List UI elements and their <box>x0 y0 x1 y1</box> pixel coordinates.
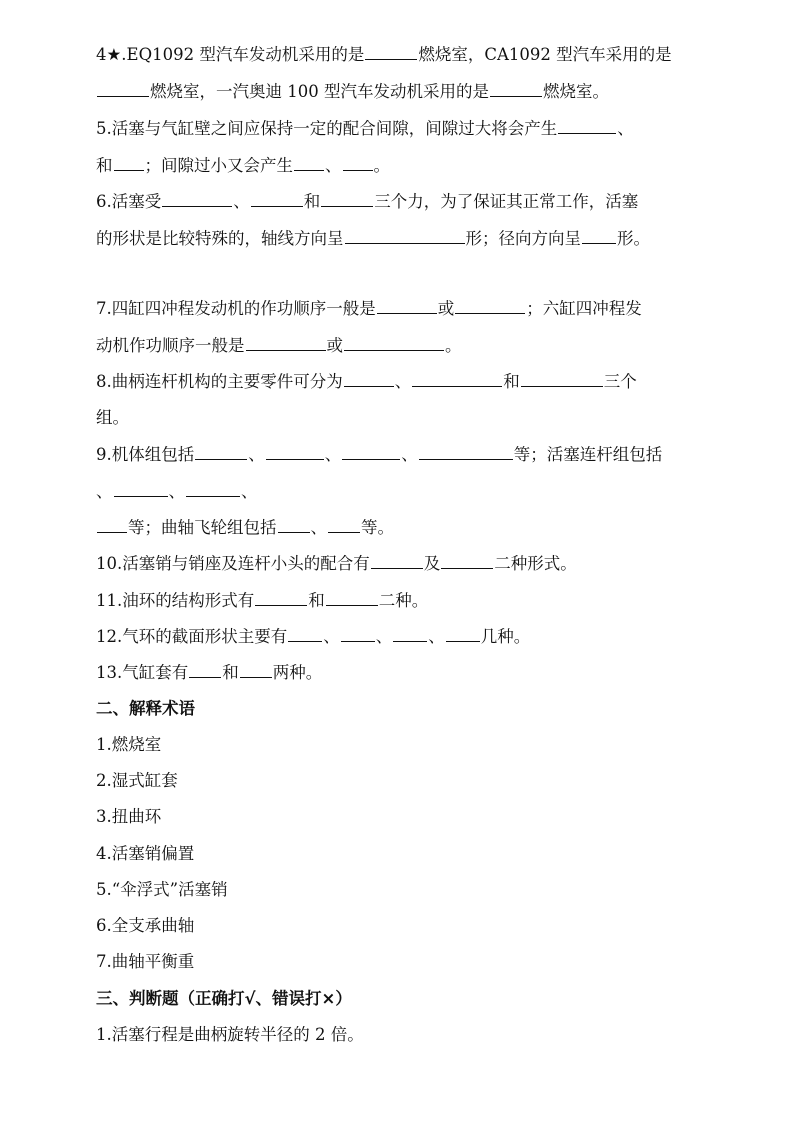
question-12-text: 12.气环的截面形状主要有 <box>96 627 288 646</box>
answer-blank[interactable] <box>377 297 437 314</box>
question-13-text: 两种。 <box>272 663 323 682</box>
question-5-text: 和 <box>96 156 113 175</box>
question-10-text: 及 <box>423 554 441 573</box>
question-9-line-1 <box>96 443 706 466</box>
answer-blank[interactable] <box>195 443 247 460</box>
question-6-text: 形。 <box>617 229 650 248</box>
question-9-text: 、 <box>401 445 418 464</box>
question-5-line-2 <box>96 154 706 177</box>
question-12-line <box>96 625 706 648</box>
question-9-text: 、 <box>96 482 113 501</box>
question-6-text: 的形状是比较特殊的，轴线方向呈 <box>96 229 344 248</box>
question-7-text: 7.四缸四冲程发动机的作功顺序一般是 <box>96 299 376 318</box>
question-4-text: 燃烧室，CA1092 型汽车采用的是 <box>418 45 672 64</box>
term-item: 4.活塞销偏置 <box>96 844 195 863</box>
answer-blank[interactable] <box>521 370 603 387</box>
answer-blank[interactable] <box>341 625 375 642</box>
answer-blank[interactable] <box>446 625 480 642</box>
answer-blank[interactable] <box>343 154 373 171</box>
question-4-text: 燃烧室。 <box>542 82 609 101</box>
answer-blank[interactable] <box>344 370 394 387</box>
answer-blank[interactable] <box>490 80 542 97</box>
answer-blank[interactable] <box>345 227 465 244</box>
question-6-text: 、 <box>233 192 250 211</box>
answer-blank[interactable] <box>328 516 360 533</box>
answer-blank[interactable] <box>266 443 324 460</box>
question-13-text: 和 <box>222 663 239 682</box>
question-11-text: 11.油环的结构形式有 <box>96 591 255 610</box>
question-8-text: 三个 <box>603 372 637 391</box>
question-12-text: 几种。 <box>480 627 531 646</box>
question-9-text: 9.机体组包括 <box>96 445 195 464</box>
answer-blank[interactable] <box>97 80 149 97</box>
answer-blank[interactable] <box>326 589 378 606</box>
answer-blank[interactable] <box>246 334 326 351</box>
question-9-text: 、 <box>310 518 327 537</box>
answer-blank[interactable] <box>393 625 427 642</box>
question-9-text: 、 <box>324 445 342 464</box>
question-7-line-2 <box>96 334 706 357</box>
question-9-text: 等。 <box>361 518 394 537</box>
term-item: 5.“伞浮式”活塞销 <box>96 880 228 899</box>
question-13-text: 13.气缸套有 <box>96 663 189 682</box>
question-7-text: 动机作功顺序一般是 <box>96 336 245 355</box>
question-11-text: 和 <box>308 591 325 610</box>
question-9-text: 、 <box>168 482 185 501</box>
question-4-line-1 <box>96 43 706 66</box>
answer-blank[interactable] <box>186 480 240 497</box>
question-7-line-1 <box>96 297 706 320</box>
question-7-text: ；六缸四冲程发 <box>526 299 642 318</box>
question-10-text: 10.活塞销与销座及连杆小头的配合有 <box>96 554 370 573</box>
question-8-line-1 <box>96 370 706 393</box>
section-2-heading: 二、解释术语 <box>96 699 195 718</box>
answer-blank[interactable] <box>342 443 400 460</box>
question-5-text: 5.活塞与气缸壁之间应保持一定的配合间隙，间隙过大将会产生 <box>96 119 558 138</box>
question-9-text: 、 <box>248 445 265 464</box>
answer-blank[interactable] <box>251 190 303 207</box>
answer-blank[interactable] <box>114 480 168 497</box>
question-6-line-2 <box>96 227 706 250</box>
question-7-text: 。 <box>445 336 462 355</box>
question-5-line-1 <box>96 117 706 140</box>
term-item: 1.燃烧室 <box>96 735 162 754</box>
answer-blank[interactable] <box>294 154 324 171</box>
question-6-text: 三个力，为了保证其正常工作，活塞 <box>374 192 639 211</box>
answer-blank[interactable] <box>288 625 322 642</box>
answer-blank[interactable] <box>412 370 502 387</box>
question-12-text: 、 <box>375 627 393 646</box>
question-10-text: 二种形式。 <box>494 554 577 573</box>
question-11-text: 二种。 <box>378 591 429 610</box>
answer-blank[interactable] <box>419 443 513 460</box>
question-6-line-1 <box>96 190 706 213</box>
question-6-text: 6.活塞受 <box>96 192 162 211</box>
question-4-text: 4★.EQ1092 型汽车发动机采用的是 <box>96 45 365 64</box>
question-9-line-3 <box>96 516 706 539</box>
question-10-line <box>96 552 706 575</box>
answer-blank[interactable] <box>114 154 144 171</box>
judgment-item: 1.活塞行程是曲柄旋转半径的 2 倍。 <box>96 1025 364 1044</box>
question-6-text: 和 <box>303 192 321 211</box>
answer-blank[interactable] <box>455 297 525 314</box>
question-9-text: 等；活塞连杆组包括 <box>513 445 663 464</box>
answer-blank[interactable] <box>371 552 423 569</box>
question-12-text: 、 <box>323 627 340 646</box>
question-8-text: 和 <box>503 372 520 391</box>
question-8-text: 8.曲柄连杆机构的主要零件可分为 <box>96 372 343 391</box>
answer-blank[interactable] <box>344 334 444 351</box>
question-12-text: 、 <box>428 627 445 646</box>
question-8-text: 、 <box>394 372 412 391</box>
section-3-heading: 三、判断题（正确打√、错误打×） <box>96 989 352 1008</box>
answer-blank[interactable] <box>189 661 221 678</box>
answer-blank[interactable] <box>162 190 232 207</box>
question-13-line <box>96 661 706 684</box>
answer-blank[interactable] <box>558 117 616 134</box>
answer-blank[interactable] <box>278 516 310 533</box>
question-4-line-2 <box>96 80 706 103</box>
question-5-text: ；间隙过小又会产生 <box>144 156 293 175</box>
term-item: 3.扭曲环 <box>96 807 162 826</box>
question-8-line-2 <box>96 407 706 429</box>
question-5-text: 。 <box>373 156 390 175</box>
term-item: 6.全支承曲轴 <box>96 916 195 935</box>
term-item: 2.湿式缸套 <box>96 771 178 790</box>
question-7-text: 或 <box>437 299 455 318</box>
question-11-line <box>96 589 706 612</box>
answer-blank[interactable] <box>582 227 616 244</box>
question-9-text: 、 <box>241 482 258 501</box>
answer-blank[interactable] <box>255 589 307 606</box>
term-item: 7.曲轴平衡重 <box>96 952 195 971</box>
answer-blank[interactable] <box>321 190 373 207</box>
question-5-text: 、 <box>325 156 342 175</box>
answer-blank[interactable] <box>97 516 127 533</box>
question-4-text: 燃烧室，一汽奥迪 100 型汽车发动机采用的是 <box>150 82 489 101</box>
answer-blank[interactable] <box>441 552 493 569</box>
question-5-text: 、 <box>617 119 634 138</box>
answer-blank[interactable] <box>365 43 417 60</box>
question-8-text: 组。 <box>96 408 129 427</box>
question-7-text: 或 <box>326 336 343 355</box>
question-9-line-2 <box>96 480 706 503</box>
answer-blank[interactable] <box>240 661 272 678</box>
question-6-text: 形；径向方向呈 <box>465 229 581 248</box>
question-9-text: 等；曲轴飞轮组包括 <box>128 518 277 537</box>
